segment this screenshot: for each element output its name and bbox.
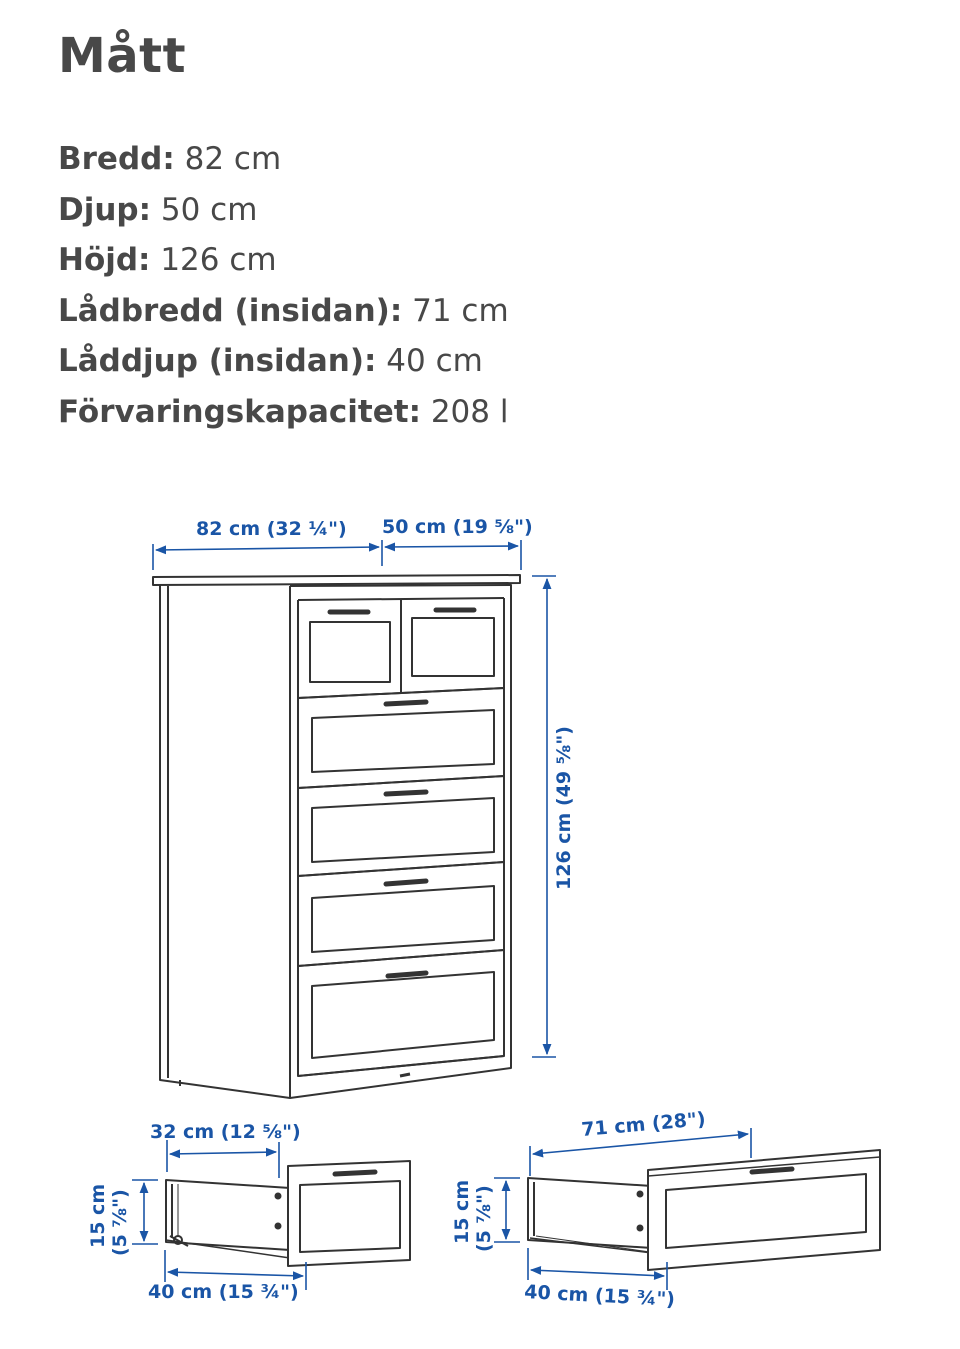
main-dimension-lines (153, 540, 556, 1057)
spec-value: 208 l (430, 393, 509, 430)
spec-label: Bredd: (58, 141, 175, 177)
large-drawer-illustration (528, 1150, 880, 1270)
spec-value: 50 cm (160, 191, 258, 228)
spec-value: 82 cm (184, 141, 282, 177)
spec-label: Djup: (58, 191, 152, 228)
spec-label: Lådbredd (insidan): (58, 292, 403, 329)
small-drawer-height-in-label: (5 ⅞") (109, 1189, 131, 1256)
large-drawer-height-in-label: (5 ⅞") (473, 1185, 495, 1252)
spec-value: 40 cm (386, 343, 483, 379)
spec-label: Förvaringskapacitet: (58, 393, 421, 430)
width-dimension-label: 82 cm (32 ¼") (196, 518, 347, 540)
large-drawer-height-cm-label: 15 cm (451, 1179, 473, 1244)
small-drawer-width-label: 32 cm (12 ⅝") (150, 1121, 301, 1143)
spec-label: Låddjup (insidan): (58, 343, 377, 379)
large-drawer-depth-label: 40 cm (15 ¾") (523, 1281, 676, 1311)
small-drawer-dimension-lines (132, 1140, 306, 1290)
small-drawer-depth-label: 40 cm (15 ¾") (148, 1281, 299, 1303)
height-dimension-label: 126 cm (49 ⅝") (553, 726, 575, 890)
spec-value: 71 cm (412, 292, 509, 329)
page-title: Mått (58, 28, 187, 84)
depth-dimension-label: 50 cm (19 ⅝") (382, 516, 533, 538)
chest-of-drawers-illustration (153, 575, 520, 1098)
spec-value: 126 cm (160, 242, 277, 278)
large-drawer-width-label: 71 cm (28") (580, 1108, 707, 1141)
spec-label: Höjd: (58, 242, 151, 278)
small-drawer-illustration (166, 1161, 410, 1266)
small-drawer-height-cm-label: 15 cm (87, 1183, 109, 1248)
